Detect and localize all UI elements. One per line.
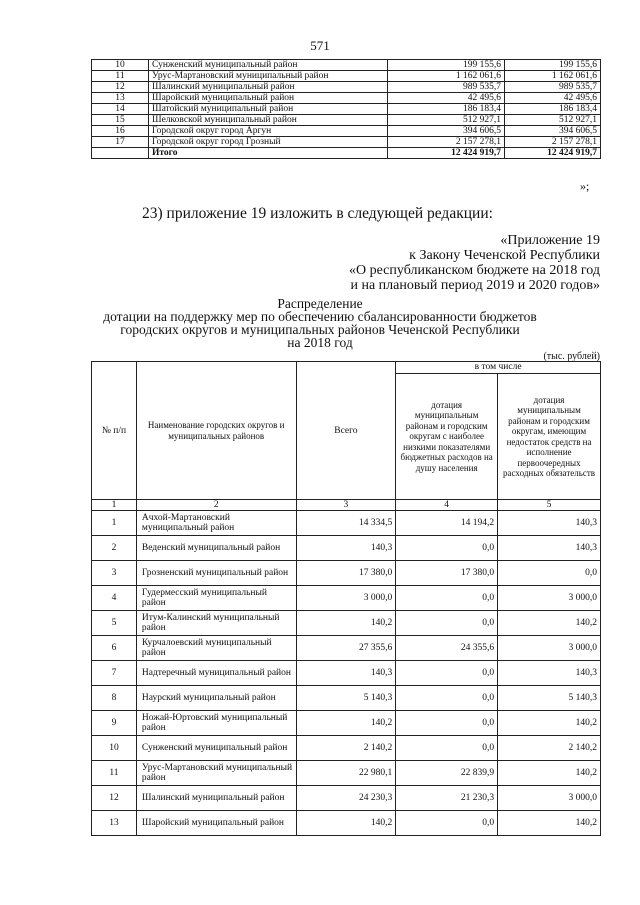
cell-no: 11 — [92, 761, 137, 786]
cell-total: 5 140,3 — [296, 686, 396, 711]
cell-name: Сунженский муниципальный район — [149, 60, 388, 71]
header-name: Наименование городских округов и муниципальных районов — [136, 362, 296, 500]
cell-name: Сунженский муниципальный район — [136, 736, 296, 761]
appendix-line: «Приложение 19 — [500, 233, 600, 248]
table-row — [92, 561, 601, 586]
cell-no: 13 — [92, 93, 149, 104]
cell-total: 24 230,3 — [296, 786, 396, 811]
cell-no: 7 — [92, 661, 137, 686]
cell-total: 14 334,5 — [296, 511, 396, 536]
cell-v2: 140,2 — [498, 761, 601, 786]
column-number: 1 — [92, 500, 137, 511]
cell-no: 8 — [92, 686, 137, 711]
document-title — [0, 297, 640, 349]
closing-mark: »; — [580, 179, 590, 193]
cell-v2: 2 157 278,1 — [505, 137, 601, 148]
table-row — [92, 786, 601, 811]
table-row — [92, 686, 601, 711]
cell-v1: 394 606,5 — [388, 126, 505, 137]
cell-v1: 22 839,9 — [396, 761, 498, 786]
column-number: 3 — [296, 500, 396, 511]
cell-v1: 0,0 — [396, 586, 498, 611]
cell-v1: 0,0 — [396, 811, 498, 836]
title-line: Распределение — [277, 296, 363, 311]
cell-v1: 186 183,4 — [388, 104, 505, 115]
cell-total: 140,3 — [296, 536, 396, 561]
cell-name: Урус-Мартановский муниципальный район — [149, 71, 388, 82]
cell-name: Курчалоевский муниципальный район — [136, 636, 296, 661]
cell-v2: 199 155,6 — [505, 60, 601, 71]
cell-no: 9 — [92, 711, 137, 736]
cell-name: Ачхой-Мартановский муниципальный район — [136, 511, 296, 536]
table-row — [92, 661, 601, 686]
cell-v1: 42 495,6 — [388, 93, 505, 104]
cell-no: 16 — [92, 126, 149, 137]
cell-v1: 1 162 061,6 — [388, 71, 505, 82]
cell-v2: 989 535,7 — [505, 82, 601, 93]
table-row — [92, 611, 601, 636]
cell-v1: 0,0 — [396, 736, 498, 761]
top-table — [91, 59, 601, 159]
cell-v1: 989 535,7 — [388, 82, 505, 93]
cell-v2: 2 140,2 — [498, 736, 601, 761]
header-sub2: дотация муниципальным районам и городским округам, имеющим недостаток средств на исполнение первоочередных расходных обязательств — [498, 374, 601, 500]
table-row — [92, 511, 601, 536]
cell-v1: 21 230,3 — [396, 786, 498, 811]
total-v1: 12 424 919,7 — [388, 148, 505, 159]
cell-v1: 17 380,0 — [396, 561, 498, 586]
cell-name: Шелковской муниципальный район — [149, 115, 388, 126]
cell-name: Шаройский муниципальный район — [149, 93, 388, 104]
cell-no: 4 — [92, 586, 137, 611]
header-sub1: дотация муниципальным районам и городским округам с наиболее низкими показателями бюджетных расходов на душу населения — [396, 374, 498, 500]
cell-v2: 140,3 — [498, 661, 601, 686]
cell-v2: 512 927,1 — [505, 115, 601, 126]
table-row — [92, 82, 601, 93]
cell-no: 12 — [92, 786, 137, 811]
table-row — [92, 115, 601, 126]
total-name: Итого — [149, 148, 388, 159]
table-row — [92, 636, 601, 661]
cell-total: 17 380,0 — [296, 561, 396, 586]
cell-v2: 3 000,0 — [498, 586, 601, 611]
table-row — [92, 126, 601, 137]
header-total: Всего — [296, 362, 396, 500]
column-number: 5 — [498, 500, 601, 511]
cell-name: Шалинский муниципальный район — [136, 786, 296, 811]
table-row — [92, 60, 601, 71]
cell-v2: 140,2 — [498, 711, 601, 736]
table-row — [92, 137, 601, 148]
cell-name: Шалинский муниципальный район — [149, 82, 388, 93]
cell-v1: 14 194,2 — [396, 511, 498, 536]
column-number: 2 — [136, 500, 296, 511]
cell-name: Шатойский муниципальный район — [149, 104, 388, 115]
cell-v1: 0,0 — [396, 711, 498, 736]
cell-v2: 186 183,4 — [505, 104, 601, 115]
cell-total: 140,2 — [296, 811, 396, 836]
title-line: городских округов и муниципальных районов Чеченской Республики — [120, 322, 520, 337]
cell-no: 13 — [92, 811, 137, 836]
cell-name: Грозненский муниципальный район — [136, 561, 296, 586]
cell-blank — [92, 148, 149, 159]
table-row — [92, 104, 601, 115]
cell-v2: 140,3 — [498, 511, 601, 536]
cell-v1: 0,0 — [396, 661, 498, 686]
cell-v2: 3 000,0 — [498, 786, 601, 811]
cell-v1: 24 355,6 — [396, 636, 498, 661]
cell-v1: 0,0 — [396, 536, 498, 561]
appendix-line: к Закону Чеченской Республики — [409, 248, 600, 263]
cell-v2: 5 140,3 — [498, 686, 601, 711]
cell-v1: 512 927,1 — [388, 115, 505, 126]
cell-v2: 3 000,0 — [498, 636, 601, 661]
page-number: 571 — [310, 38, 330, 53]
header-no: № п/п — [92, 362, 137, 500]
cell-no: 6 — [92, 636, 137, 661]
cell-v2: 394 606,5 — [505, 126, 601, 137]
cell-v1: 0,0 — [396, 611, 498, 636]
table-row — [92, 736, 601, 761]
main-table — [91, 361, 601, 836]
cell-name: Шаройский муниципальный район — [136, 811, 296, 836]
cell-name: Итум-Калинский муниципальный район — [136, 611, 296, 636]
cell-no: 17 — [92, 137, 149, 148]
cell-no: 10 — [92, 60, 149, 71]
cell-v2: 42 495,6 — [505, 93, 601, 104]
cell-no: 14 — [92, 104, 149, 115]
cell-name: Гудермесский муниципальный район — [136, 586, 296, 611]
cell-name: Урус-Мартановский муниципальный район — [136, 761, 296, 786]
appendix-line: и на плановый период 2019 и 2020 годов» — [350, 278, 600, 293]
cell-total: 140,2 — [296, 711, 396, 736]
cell-name: Надтеречный муниципальный район — [136, 661, 296, 686]
cell-no: 1 — [92, 511, 137, 536]
cell-no: 15 — [92, 115, 149, 126]
cell-total: 140,2 — [296, 611, 396, 636]
cell-v1: 0,0 — [396, 686, 498, 711]
cell-v2: 0,0 — [498, 561, 601, 586]
cell-name: Наурский муниципальный район — [136, 686, 296, 711]
appendix-line: «О республиканском бюджете на 2018 год — [349, 263, 600, 278]
table-row — [92, 761, 601, 786]
table-row — [92, 71, 601, 82]
cell-total: 140,3 — [296, 661, 396, 686]
table-row — [92, 536, 601, 561]
table-row — [92, 586, 601, 611]
cell-name: Городской округ город Грозный — [149, 137, 388, 148]
table-row — [92, 811, 601, 836]
cell-v1: 2 157 278,1 — [388, 137, 505, 148]
cell-v2: 140,2 — [498, 811, 601, 836]
title-line: дотации на поддержку мер по обеспечению сбалансированности бюджетов — [103, 309, 537, 324]
cell-no: 3 — [92, 561, 137, 586]
cell-no: 5 — [92, 611, 137, 636]
cell-total: 27 355,6 — [296, 636, 396, 661]
title-line: на 2018 год — [287, 335, 353, 350]
units-label: (тыс. рублей) — [543, 351, 600, 362]
cell-name: Веденский муниципальный район — [136, 536, 296, 561]
total-v2: 12 424 919,7 — [505, 148, 601, 159]
cell-name: Городской округ город Аргун — [149, 126, 388, 137]
cell-v2: 1 162 061,6 — [505, 71, 601, 82]
cell-no: 12 — [92, 82, 149, 93]
table-row — [92, 93, 601, 104]
cell-v2: 140,2 — [498, 611, 601, 636]
cell-total: 2 140,2 — [296, 736, 396, 761]
cell-total: 3 000,0 — [296, 586, 396, 611]
cell-no: 10 — [92, 736, 137, 761]
cell-total: 22 980,1 — [296, 761, 396, 786]
instruction-text: 23) приложение 19 изложить в следующей редакции: — [142, 205, 493, 222]
cell-no: 11 — [92, 71, 149, 82]
cell-v1: 199 155,6 — [388, 60, 505, 71]
appendix-header — [349, 233, 600, 293]
column-number: 4 — [396, 500, 498, 511]
cell-no: 2 — [92, 536, 137, 561]
header-including: в том числе — [396, 362, 601, 374]
cell-name: Ножай-Юртовский муниципальный район — [136, 711, 296, 736]
table-row — [92, 711, 601, 736]
cell-v2: 140,3 — [498, 536, 601, 561]
total-row — [92, 148, 601, 159]
